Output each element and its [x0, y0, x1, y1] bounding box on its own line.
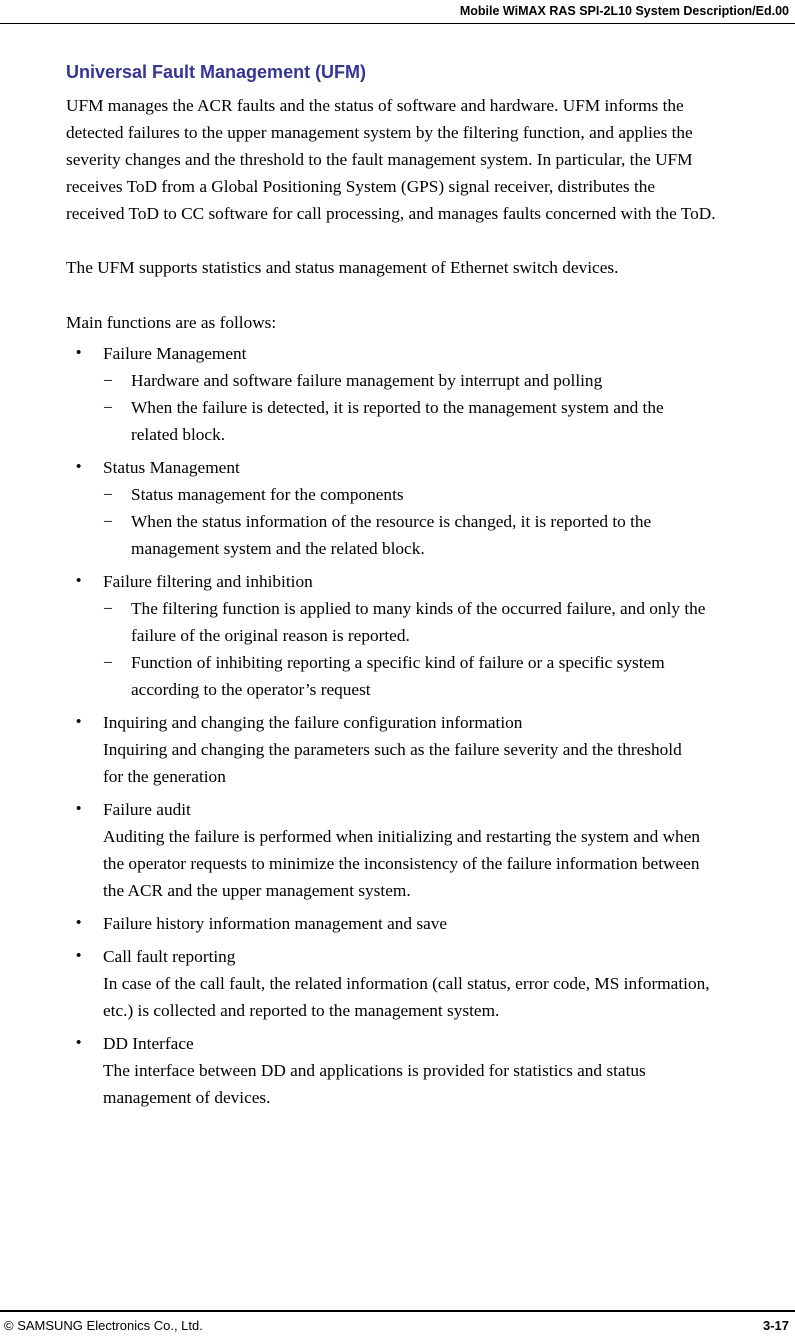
sub-item-text [131, 367, 795, 394]
section-title: Universal Fault Management (UFM) [66, 62, 367, 82]
function-label: Failure history information management and save [103, 914, 448, 933]
copyright-text: © SAMSUNG Electronics Co., Ltd. [4, 1318, 203, 1333]
paragraph-line: UFM manages the ACR faults and the status of software and hardware. UFM informs the [66, 96, 684, 115]
bullet-icon: • [76, 1035, 82, 1051]
description-line: the ACR and the upper management system. [103, 881, 411, 900]
sub-item-line: management system and the related block. [131, 539, 425, 558]
page-number: 3-17 [762, 1318, 789, 1333]
sub-item-text [131, 481, 795, 508]
paragraph-line: received ToD to CC software for call processing, and manages faults concerned with the ToD. [66, 204, 716, 223]
sub-item-text [131, 508, 795, 562]
bullet-icon: • [76, 345, 82, 361]
bullet-icon: • [76, 948, 82, 964]
sub-item-line: Hardware and software failure management by interrupt and polling [131, 371, 603, 390]
footer-divider [0, 1310, 795, 1312]
dash-icon: − [103, 653, 113, 672]
function-label: Failure filtering and inhibition [103, 572, 313, 591]
function-label: Inquiring and changing the failure configuration information [103, 713, 523, 732]
description-line: Auditing the failure is performed when initializing and restarting the system and when [103, 827, 701, 846]
function-description [103, 1057, 795, 1111]
description-line: etc.) is collected and reported to the management system. [103, 1001, 500, 1020]
dash-icon: − [103, 512, 113, 531]
sub-item-line: Status management for the components [131, 485, 404, 504]
intro-paragraph [66, 92, 795, 227]
description-line: the operator requests to minimize the inconsistency of the failure information between [103, 854, 700, 873]
sub-item-line: When the status information of the resource is changed, it is reported to the [131, 512, 652, 531]
sub-item-text [131, 394, 795, 448]
sub-item-text [131, 649, 795, 703]
bullet-icon: • [76, 459, 82, 475]
header-divider [0, 23, 795, 24]
dash-icon: − [103, 599, 113, 618]
bullet-icon: • [76, 714, 82, 730]
function-label: DD Interface [103, 1034, 194, 1053]
sub-item-line: Function of inhibiting reporting a specific kind of failure or a specific system [131, 653, 665, 672]
document-title: Mobile WiMAX RAS SPI-2L10 System Description/Ed.00 [459, 4, 789, 18]
function-description [103, 970, 795, 1024]
paragraph-line: receives ToD from a Global Positioning System (GPS) signal receiver, distributes the [66, 177, 656, 196]
description-line: management of devices. [103, 1088, 271, 1107]
function-description [103, 823, 795, 904]
function-label: Status Management [103, 458, 240, 477]
functions-intro: Main functions are as follows: [66, 313, 277, 332]
sub-item-line: related block. [131, 425, 226, 444]
dash-icon: − [103, 485, 113, 504]
paragraph-line: severity changes and the threshold to the fault management system. In particular, the UFM [66, 150, 693, 169]
dash-icon: − [103, 398, 113, 417]
function-label: Failure Management [103, 344, 247, 363]
function-label: Failure audit [103, 800, 191, 819]
description-line: In case of the call fault, the related information (call status, error code, MS information, [103, 974, 710, 993]
sub-item-line: failure of the original reason is reported. [131, 626, 410, 645]
function-label: Call fault reporting [103, 947, 236, 966]
function-description [103, 736, 795, 790]
description-line: Inquiring and changing the parameters such as the failure severity and the threshold [103, 740, 682, 759]
sub-item-line: When the failure is detected, it is reported to the management system and the [131, 398, 664, 417]
bullet-icon: • [76, 573, 82, 589]
description-line: for the generation [103, 767, 226, 786]
description-line: The interface between DD and applications is provided for statistics and status [103, 1061, 646, 1080]
bullet-icon: • [76, 801, 82, 817]
bullet-icon: • [76, 915, 82, 931]
paragraph-line: detected failures to the upper management system by the filtering function, and applies the [66, 123, 693, 142]
sub-item-text [131, 595, 795, 649]
ethernet-paragraph: The UFM supports statistics and status management of Ethernet switch devices. [66, 258, 619, 277]
dash-icon: − [103, 371, 113, 390]
sub-item-line: according to the operator’s request [131, 680, 371, 699]
sub-item-line: The filtering function is applied to many kinds of the occurred failure, and only the [131, 599, 706, 618]
